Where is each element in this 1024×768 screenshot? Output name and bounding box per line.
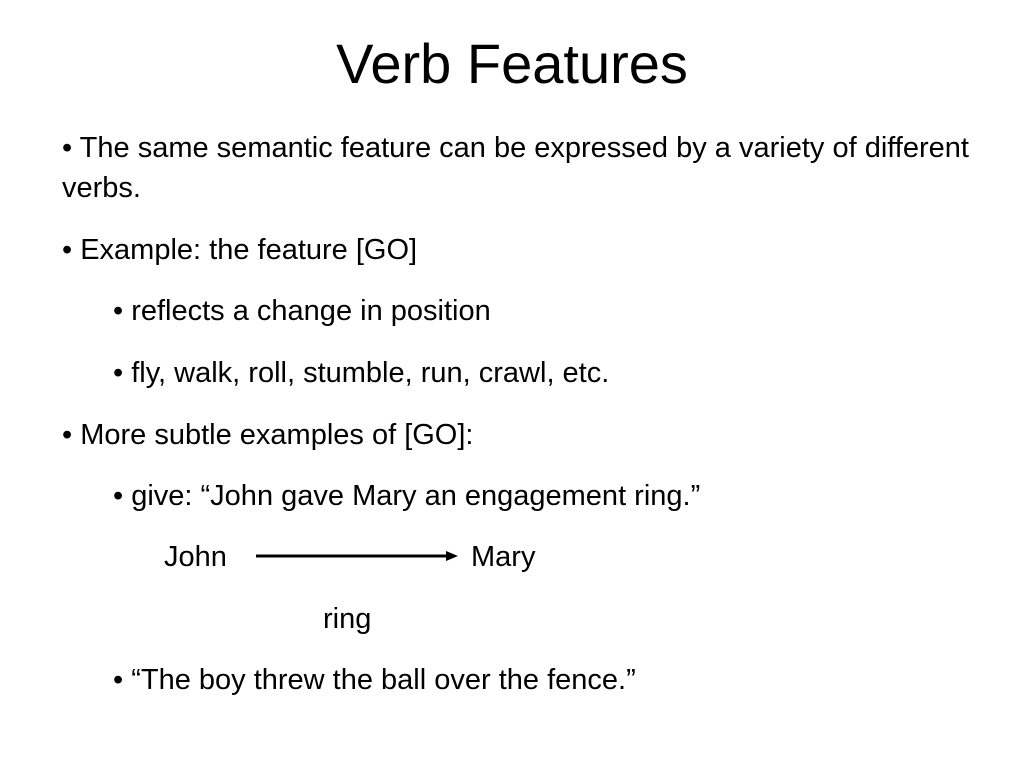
sub-bullet-change-position: • reflects a change in position [113,295,491,327]
diagram-source-label: John [164,541,227,573]
sub-bullet-verb-list: • fly, walk, roll, stumble, run, crawl, etc. [113,357,610,389]
bullet-more-subtle-examples: • More subtle examples of [GO]: [62,419,474,451]
sub-bullet-threw-example: • “The boy threw the ball over the fence.” [113,664,636,696]
diagram-object-label: ring [323,603,372,635]
bullet-example-go: • Example: the feature [GO] [62,234,418,266]
sub-bullet-give-example: • give: “John gave Mary an engagement ring.” [113,480,701,512]
transfer-arrow-icon [256,550,458,562]
slide-title: Verb Features [336,32,688,95]
diagram-target-label: Mary [471,541,536,573]
bullet-same-semantic-feature: • The same semantic feature can be expressed by a variety of different verbs. [62,132,969,204]
